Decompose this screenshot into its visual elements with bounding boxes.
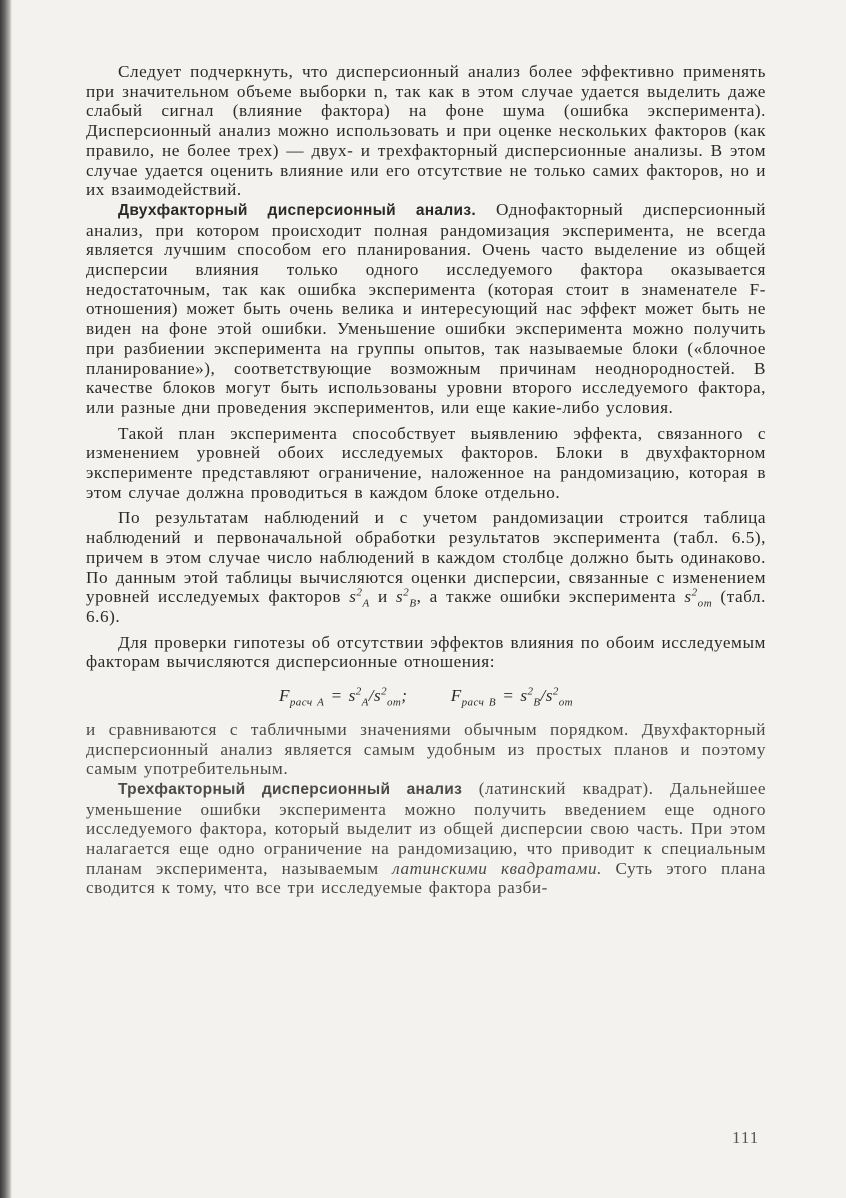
heading-two-factor: Двухфакторный дисперсионный анализ. — [118, 201, 476, 219]
symbol-sA: $s^2_A$ — [349, 586, 370, 610]
paragraph-plan: Такой план эксперимента способствует выявлению эффекта, связанного с изменением уровней обоих исследуемых факторов. Блоки в двухфакторном эксперименте представляют ограничение, наложенное на рандомизацию, которая в этом случае должна проводиться в каждом блоке отдельно. — [86, 423, 766, 502]
paragraph-three-factor: Трехфакторный дисперсионный анализ (латинский квадрат). Дальнейшее уменьшение ошибки эксперимента можно получить введением еще одного исследуемого фактора, который выделит из общей дисперсии свою часть. При этом налагается еще одно ограничение на рандомизацию, что приводит к специальным планам эксперимента, называемым латинскими квадратами. Суть этого плана сводится к тому, что все три исследуемые фактора разби- — [86, 778, 766, 898]
formula-f-ratios — [86, 685, 766, 709]
book-spine-shadow — [0, 0, 12, 1198]
paragraph-results-text-a: По результатам наблюдений и с учетом рандомизации строится таблица наблюдений и первоначальной обработки результатов эксперимента (табл. 6.5), причем в этом случае число наблюдений в каждом столбце должно быть одинаково. По данным этой таблицы вычисляются оценки дисперсии, связанные с изменением уровней исследуемых факторов — [86, 508, 766, 607]
paragraph-results-text-c: (табл. 6.6). — [86, 587, 766, 626]
paragraph-results: По результатам наблюдений и с учетом рандомизации строится таблица наблюдений и первоначальной обработки результатов эксперимента (табл. 6.5), причем в этом случае число наблюдений в каждом столбце должно быть одинаково. По данным этой таблицы вычисляются оценки дисперсии, связанные с изменением уровней исследуемых факторов $s^2_A$ и $s^2_B$, а также ошибки эксперимента $s^2_{от}$ (табл. 6.6). — [86, 508, 766, 626]
paragraph-two-factor — [86, 200, 766, 418]
paragraph-intro: Следует подчеркнуть, что дисперсионный анализ более эффективно применять при значительном объеме выборки n, так как в этом случае удается выделить даже слабый сигнал (влияние фактора) на фоне шума (ошибка эксперимента). Дисперсионный анализ можно использовать и при оценке нескольких факторов (как правило, не более трех) — двух- и трехфакторный дисперсионные анализы. В этом случае удается оценить влияние или его отсутствие не только самих факторов, но и их взаимодействий. — [86, 62, 766, 200]
symbol-sB: $s^2_B$ — [396, 586, 417, 610]
paragraph-two-factor-text: Однофакторный дисперсионный анализ, при котором происходит полная рандомизация эксперимента, не всегда является лучшим способом его планирования. Очень часто выделение из общей дисперсии влияния только одного исследуемого фактора оказывается недостаточным, так как ошибка эксперимента (которая стоит в знаменателе F-отношения) может быть очень велика и интересующий нас эффект может быть не виден на фоне этой ошибки. Уменьшение ошибки эксперимента можно получить при разбиении эксперимента на группы опытов, так называемые блоки («блочное планирование»), соответствующие возможным причинам неоднородностей. В качестве блоков могут быть использованы уровни второго исследуемого фактора, или разные дни проведения экспериментов, или еще какие-либо условия. — [86, 199, 766, 417]
paragraph-comparison: и сравниваются с табличными значениями обычным порядком. Двухфакторный дисперсионный анализ является самым удобным из простых планов и поэтому самым употребительным. — [86, 719, 766, 779]
formula-fa: $F_{расч A} = s^2_A/s^2_{от}$; — [279, 685, 408, 709]
term-latin-squares: латинскими квадратами. — [392, 858, 602, 878]
paragraph-hypothesis: Для проверки гипотезы об отсутствии эффектов влияния по обоим исследуемым факторам вычисляются дисперсионные отношения: — [86, 632, 766, 672]
paragraph-results-text-b: , а также ошибки эксперимента — [416, 587, 685, 607]
heading-three-factor: Трехфакторный дисперсионный анализ — [118, 780, 463, 798]
formula-fb: $F_{расч B} = s^2_B/s^2_{от}$ — [450, 685, 573, 709]
page-body — [86, 62, 766, 898]
page-number: 111 — [732, 1128, 760, 1147]
symbol-sot: $s^2_{от}$ — [684, 586, 713, 610]
